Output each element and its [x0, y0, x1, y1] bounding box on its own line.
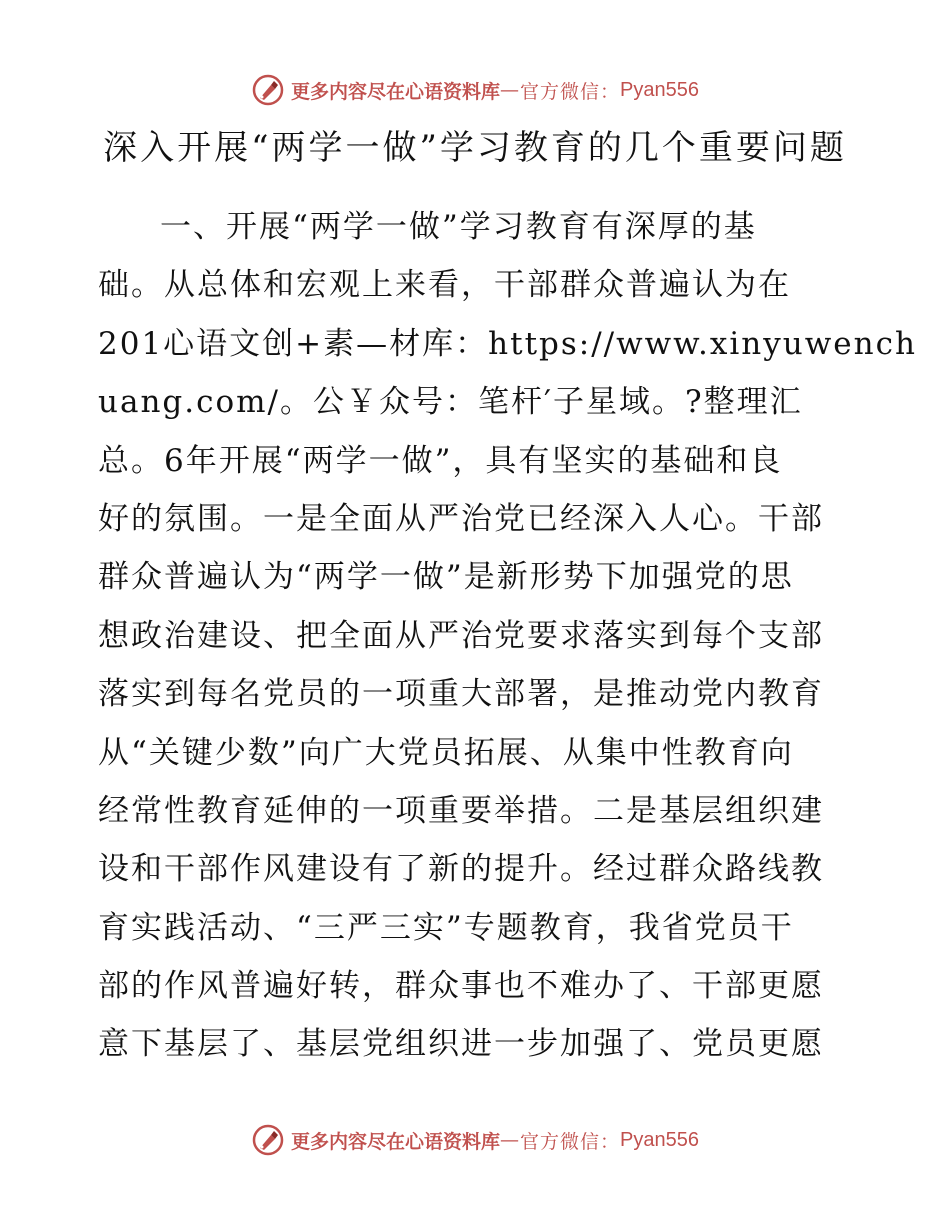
header-banner [0, 70, 950, 110]
footer-separator: — [500, 1129, 521, 1151]
body-line: 群众普遍认为“两学一做”是新形势下加强党的思 [98, 559, 794, 596]
body-line: 础。从总体和宏观上来看，干部群众普遍认为在 [98, 267, 791, 304]
body-line: 总。6年开展“两学一做”，具有坚实的基础和良 [98, 442, 783, 479]
footer-site-text: 更多内容尽在心语资料库 [291, 1130, 501, 1153]
header-separator: — [500, 79, 521, 101]
footer-official-label: 官方微信： [520, 1130, 621, 1153]
body-line: 育实践活动、“三严三实”专题教育，我省党员干 [98, 909, 794, 946]
header-official-label: 官方微信： [520, 80, 621, 103]
header-wechat-id: Pyan556 [620, 78, 699, 101]
body-line: 意下基层了、基层党组织进一步加强了、党员更愿 [98, 1026, 824, 1063]
body-line: 设和干部作风建设有了新的提升。经过群众路线教 [98, 851, 824, 888]
body-line: 201心语文创+素—材库：https://www.xinyuwench [98, 325, 917, 362]
body-line: 部的作风普遍好转，群众事也不难办了、干部更愿 [98, 968, 824, 1005]
header-site-text: 更多内容尽在心语资料库 [291, 80, 501, 103]
footer-banner [0, 1120, 950, 1160]
body-line: 经常性教育延伸的一项重要举措。二是基层组织建 [98, 792, 824, 829]
pen-logo-icon [251, 73, 285, 107]
body-line: 好的氛围。一是全面从严治党已经深入人心。干部 [98, 500, 824, 537]
footer-wechat-id: Pyan556 [620, 1128, 699, 1151]
document-title: 深入开展“两学一做”学习教育的几个重要问题 [103, 128, 847, 168]
pen-logo-icon [251, 1123, 285, 1157]
document-body [98, 198, 917, 1074]
body-line: 从“关键少数”向广大党员拓展、从集中性教育向 [98, 734, 794, 771]
body-line: 一、开展“两学一做”学习教育有深厚的基 [160, 209, 757, 245]
body-line: uang.com/。公￥众号：笔杆′子星域。?整理汇 [98, 384, 803, 421]
body-line: 落实到每名党员的一项重大部署，是推动党内教育 [98, 676, 824, 713]
body-line: 想政治建设、把全面从严治党要求落实到每个支部 [98, 617, 824, 654]
